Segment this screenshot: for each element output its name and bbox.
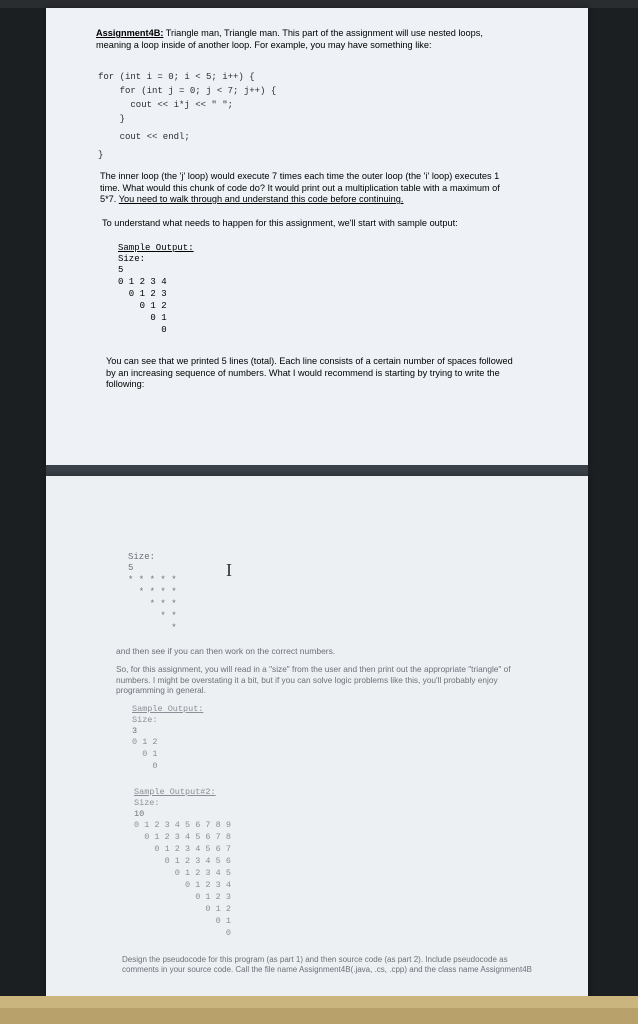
page-gap <box>46 465 588 476</box>
sample1-size-label: Size: <box>132 715 158 725</box>
code-line-3: cout << i*j << " "; <box>98 100 234 110</box>
triangle-row: 0 1 <box>118 313 167 323</box>
sample2-row: 0 1 2 <box>134 904 231 914</box>
code-line-4: } <box>98 114 126 124</box>
intro-paragraph <box>96 28 516 51</box>
sample2-row: 0 1 2 3 4 5 6 7 8 9 <box>134 820 231 830</box>
size-label: Size: <box>118 254 146 264</box>
understand-text: To understand what needs to happen for this assignment, we'll start with sample output: <box>102 218 458 228</box>
sample1-label: Sample Output: <box>132 704 204 714</box>
monitor-bezel <box>0 0 638 8</box>
triangle-row: 0 1 2 <box>118 301 167 311</box>
desk-surface-lower <box>0 1008 638 1024</box>
triangle-row: 0 1 2 3 4 <box>118 277 167 287</box>
explain-text: The inner loop (the 'j' loop) would execute 7 times each time the outer loop (the 'i' loop) executes 1 time. What would this chunk of code do? It would print out a multiplication table with a maximum of 5*7. <box>100 171 500 204</box>
stars-row: * * <box>128 611 177 621</box>
explain-link: You need to walk through and understand this code before continuing. <box>118 194 404 204</box>
sample2-size-label: Size: <box>134 798 160 808</box>
stars-size-value: 5 <box>128 563 134 573</box>
text-cursor-icon: I <box>226 560 232 580</box>
sample-output-label: Sample Output: <box>118 243 194 253</box>
sample2-label: Sample Output#2: <box>134 787 216 797</box>
sample2-row: 0 <box>134 928 231 938</box>
sample1-row: 0 1 <box>132 749 158 759</box>
sample1-row: 0 <box>132 761 158 771</box>
code-line-5: cout << endl; <box>98 132 190 142</box>
stars-row: * * * * <box>128 587 177 597</box>
sample2-row: 0 1 2 3 4 5 <box>134 868 231 878</box>
triangle-row: 0 <box>118 325 167 335</box>
code-line-6: } <box>98 150 104 160</box>
sample1-size: 3 <box>132 726 138 736</box>
sample1-row: 0 1 2 <box>132 737 158 747</box>
assignment-title: Assignment4B: <box>96 28 164 38</box>
sample2-row: 0 1 <box>134 916 231 926</box>
size-value: 5 <box>118 265 124 275</box>
so-paragraph: So, for this assignment, you will read in a "size" from the user and then print out the appropriate "triangle" of numbers. I might be overstating it a bit, but if you can solve logic problems like this, you'll probably enjoy programming in general. <box>116 664 511 695</box>
code-line-1: for (int i = 0; i < 5; i++) { <box>98 72 255 82</box>
stars-row: * * * <box>128 599 177 609</box>
sample2-row: 0 1 2 3 4 5 6 <box>134 856 231 866</box>
triangle-row: 0 1 2 3 <box>118 289 167 299</box>
sample2-row: 0 1 2 3 4 <box>134 880 231 890</box>
sample2-row: 0 1 2 3 <box>134 892 231 902</box>
sample2-row: 0 1 2 3 4 5 6 7 <box>134 844 231 854</box>
explain-paragraph <box>100 171 518 206</box>
design-paragraph: Design the pseudocode for this program (as part 1) and then source code (as part 2). Include pseudocode as comments in your source code. Call the file name Assignment4B(.java, .cs, .cpp) and the class name Assignment4B <box>122 955 532 974</box>
sample2-row: 0 1 2 3 4 5 6 7 8 <box>134 832 231 842</box>
stars-row: * * * * * <box>128 575 177 585</box>
then-text: and then see if you can then work on the correct numbers. <box>116 646 336 656</box>
stars-row: * <box>128 623 177 633</box>
intro-text: Triangle man, Triangle man. This part of the assignment will use nested loops, meaning a loop inside of another loop. For example, you may have something like: <box>96 28 483 50</box>
stars-size-label: Size: <box>128 552 156 562</box>
code-line-2: for (int j = 0; j < 7; j++) { <box>98 86 277 96</box>
sample2-size: 10 <box>134 809 145 819</box>
printed-paragraph: You can see that we printed 5 lines (total). Each line consists of a certain number of spaces followed by an increasing sequence of numbers. What I would recommend is starting by trying to write the following: <box>106 356 513 389</box>
